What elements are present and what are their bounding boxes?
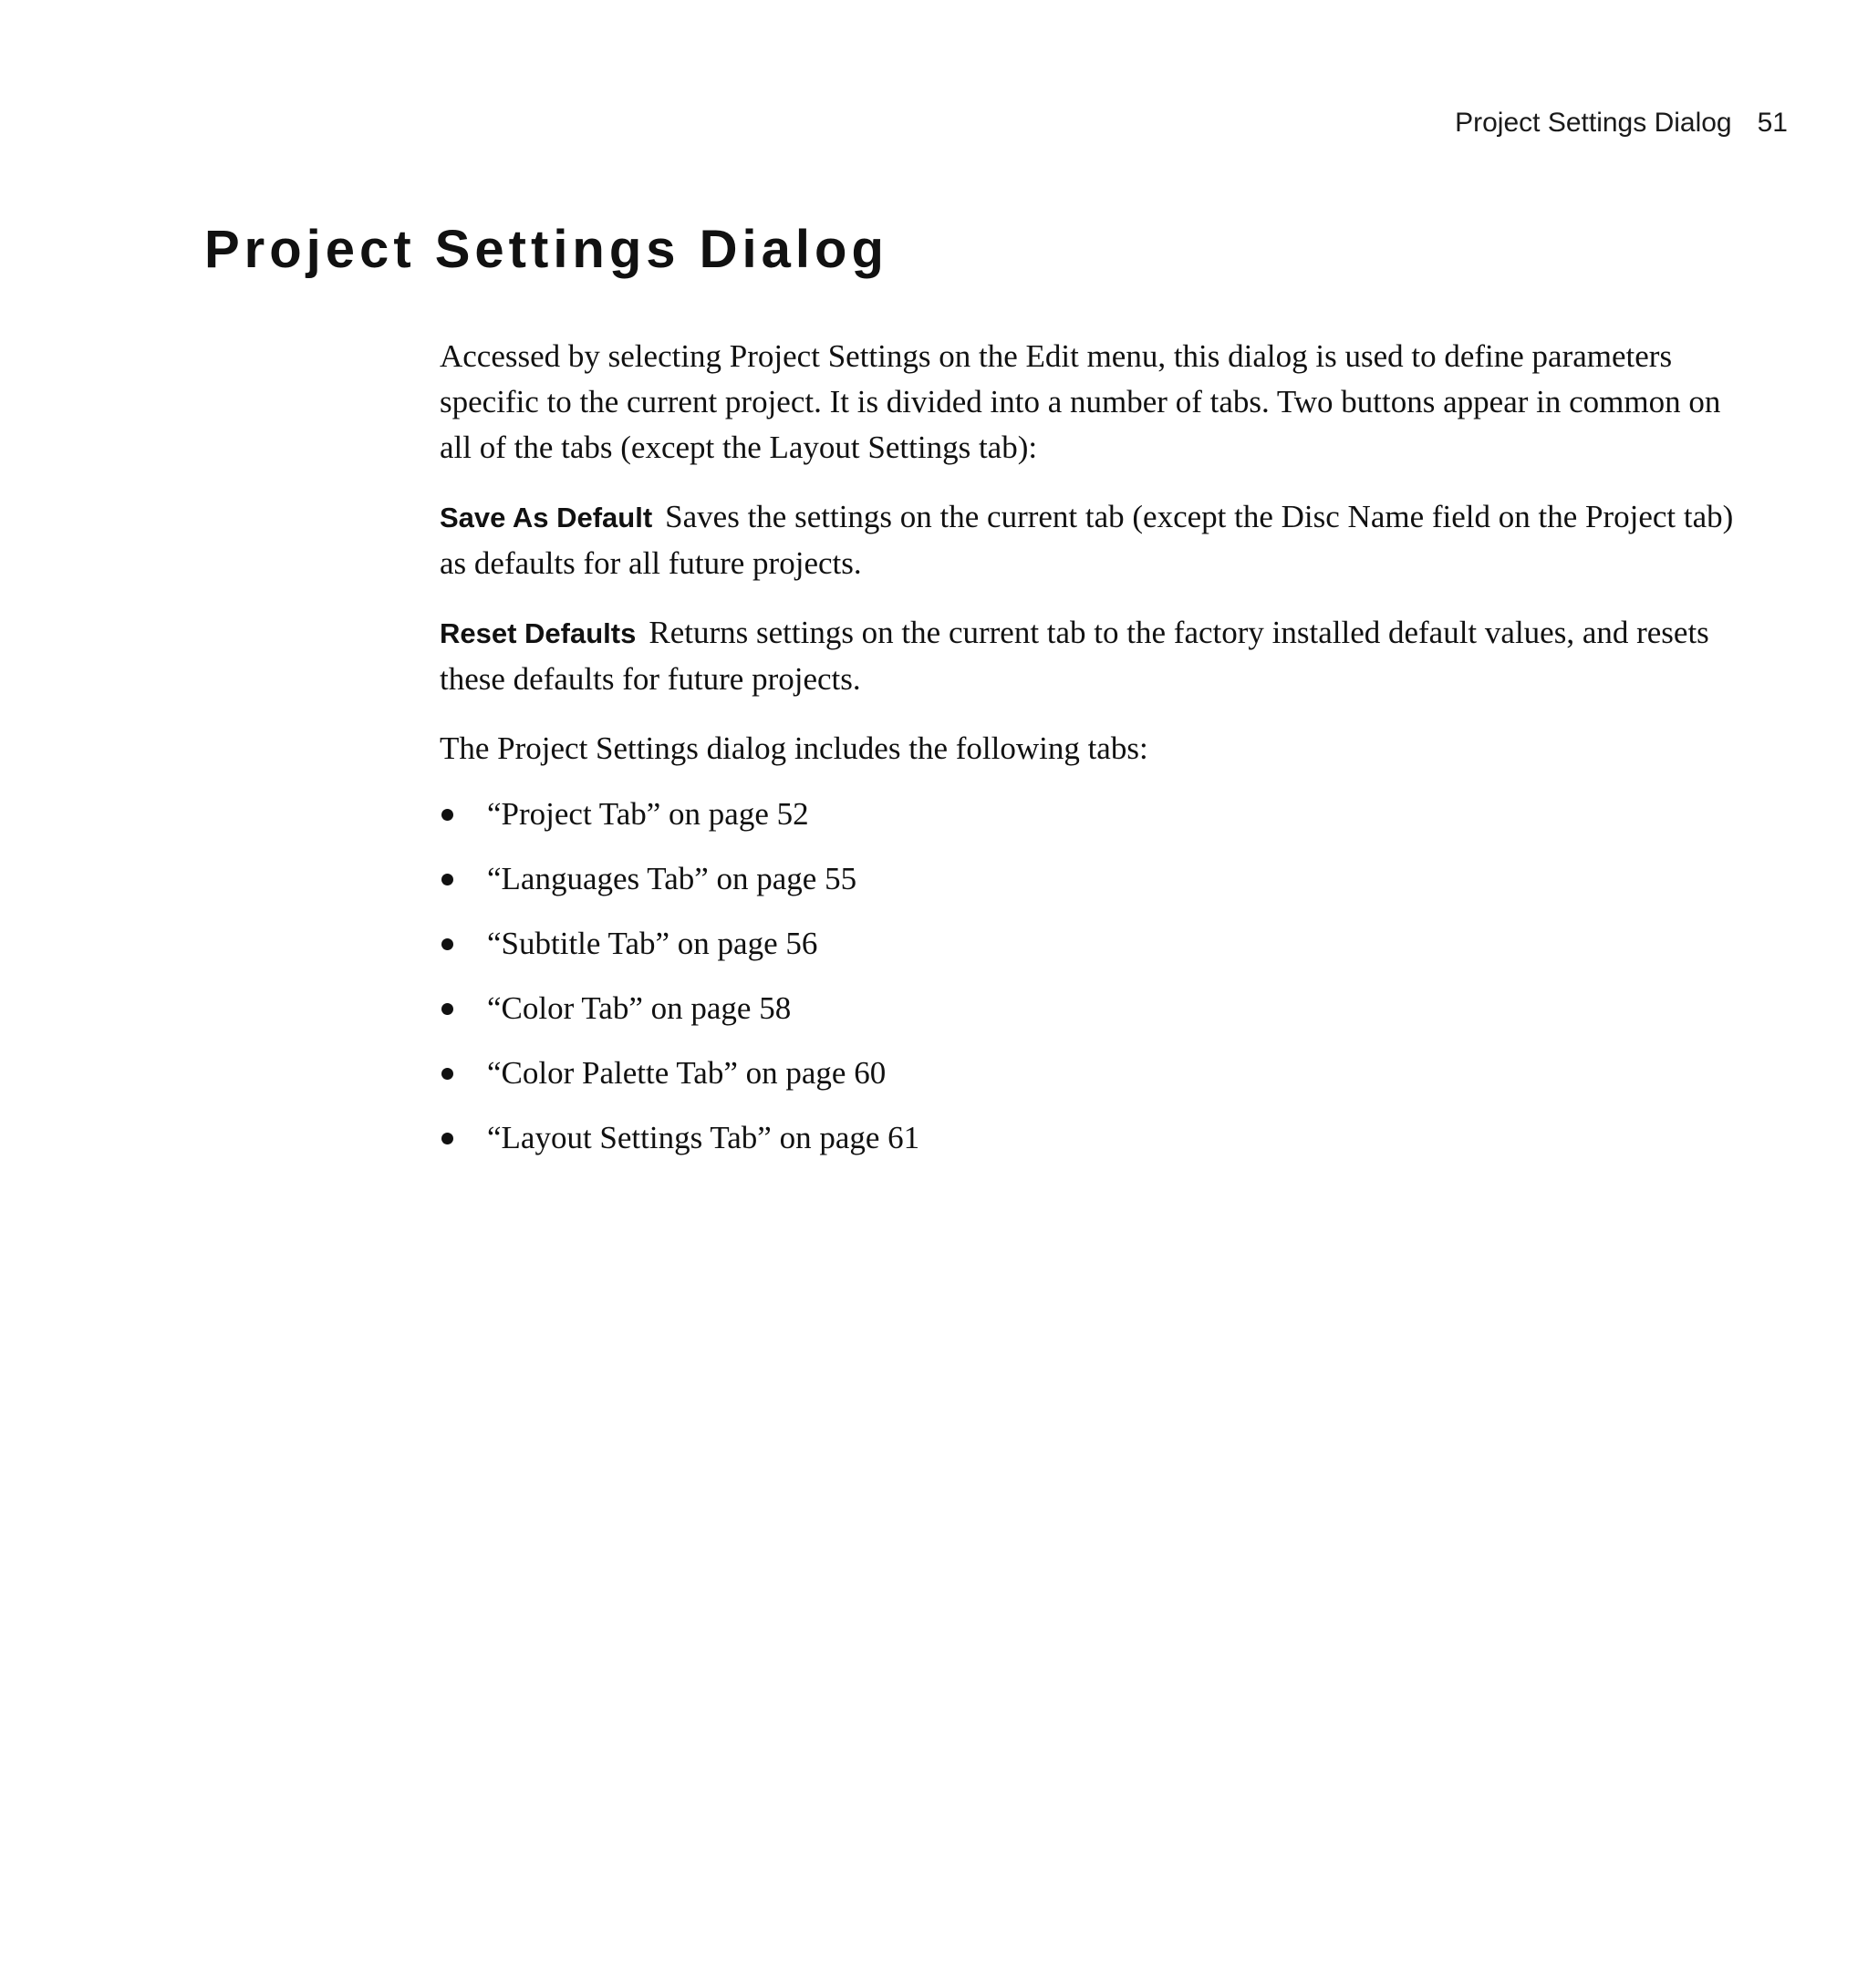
list-item-link[interactable]: “Color Palette Tab” on page 60: [487, 1055, 887, 1091]
list-item[interactable]: [440, 1051, 1735, 1115]
description-save-as-default: Saves the settings on the current tab (except the Disc Name field on the Project tab) as defaults for all future projects.: [440, 499, 1734, 581]
bullet-icon: [441, 1068, 453, 1080]
tabs-list: [440, 792, 1735, 1180]
list-item[interactable]: [440, 921, 1735, 986]
definition-save-as-default: [440, 494, 1735, 586]
section-body: [440, 334, 1735, 1180]
list-item-link[interactable]: “Layout Settings Tab” on page 61: [487, 1120, 920, 1155]
description-reset-defaults: Returns settings on the current tab to the factory installed default values, and resets these defaults for future projects.: [440, 615, 1709, 697]
list-item-link[interactable]: “Color Tab” on page 58: [487, 990, 792, 1026]
list-item[interactable]: [440, 792, 1735, 856]
bullet-icon: [441, 1133, 453, 1144]
bullet-icon: [441, 938, 453, 950]
list-item-link[interactable]: “Project Tab” on page 52: [487, 796, 809, 832]
definition-reset-defaults: [440, 610, 1735, 702]
list-item[interactable]: [440, 986, 1735, 1051]
section-title: Project Settings Dialog: [204, 220, 888, 279]
list-item[interactable]: [440, 856, 1735, 921]
list-item-link[interactable]: “Languages Tab” on page 55: [487, 861, 857, 896]
intro-paragraph: Accessed by selecting Project Settings on the Edit menu, this dialog is used to define parameters specific to the current project. It is divided into a number of tabs. Two buttons appear in common on all of the tabs (except the Layout Settings tab):: [440, 338, 1721, 465]
running-header: [1455, 108, 1788, 139]
bullet-icon: [441, 1003, 453, 1015]
term-reset-defaults: Reset Defaults: [440, 617, 637, 649]
term-save-as-default: Save As Default: [440, 502, 653, 533]
page-number: 51: [1757, 108, 1788, 138]
bullet-icon: [441, 809, 453, 821]
list-item-link[interactable]: “Subtitle Tab” on page 56: [487, 926, 818, 961]
list-item[interactable]: [440, 1115, 1735, 1180]
bullet-icon: [441, 874, 453, 885]
running-header-title: Project Settings Dialog: [1455, 108, 1732, 138]
list-intro: The Project Settings dialog includes the following tabs:: [440, 730, 1148, 766]
